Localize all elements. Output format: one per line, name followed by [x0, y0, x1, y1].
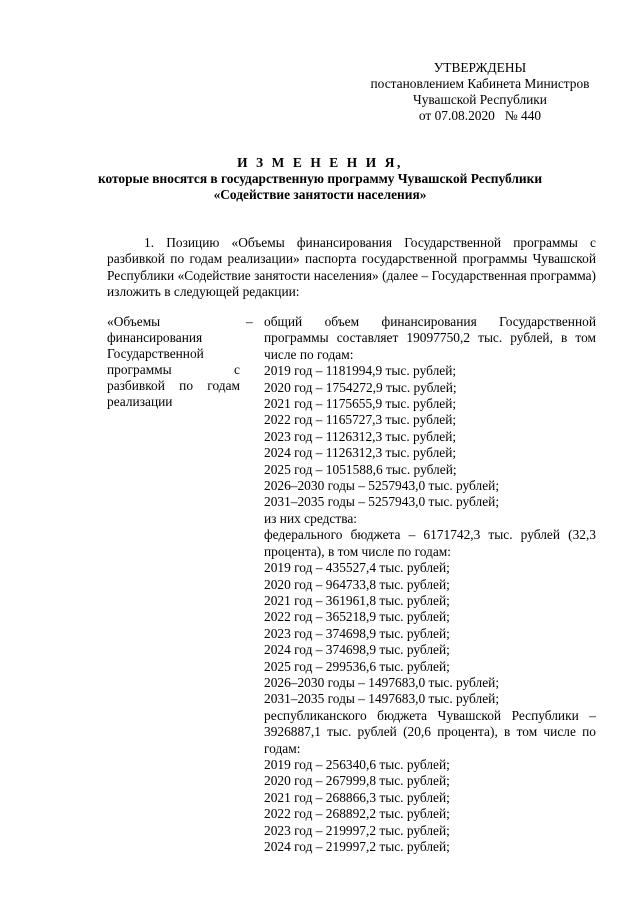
federal-year-row: 2023 год – 374698,9 тыс. рублей;	[264, 625, 450, 641]
total-year-row: 2021 год – 1175655,9 тыс. рублей;	[264, 396, 457, 412]
republic-year-row: 2023 год – 219997,2 тыс. рублей;	[264, 822, 450, 838]
document-title	[60, 155, 580, 203]
title-program-name: «Содействие занятости населения»	[213, 187, 427, 202]
total-financing: общий объем финансирования Государственной программы составляет 19097750,2 тыс. рублей, в том числе по годам:	[264, 314, 596, 362]
title-subject: которые вносятся в государственную программу Чувашской Республики	[97, 171, 543, 186]
approval-block	[360, 60, 600, 124]
total-year-row: 2020 год – 1754272,9 тыс. рублей;	[264, 379, 457, 395]
total-year-row: 2025 год – 1051588,6 тыс. рублей;	[264, 461, 457, 477]
federal-year-row: 2026–2030 годы – 1497683,0 тыс. рублей;	[264, 674, 500, 690]
republic-year-row: 2022 год – 268892,2 тыс. рублей;	[264, 806, 450, 822]
approval-status: УТВЕРЖДЕНЫ	[433, 60, 527, 75]
federal-year-row: 2025 год – 299536,6 тыс. рублей;	[264, 658, 450, 674]
intro-paragraph: 1. Позицию «Объемы финансирования Государственной программы с разбивкой по годам реализации» паспорта государственной программы Чувашской Республики «Содействие занятости населения» (далее – Государственная программа) изложить в следующей редакции:	[107, 235, 596, 300]
republic-budget: республиканского бюджета Чувашской Республики – 3926887,1 тыс. рублей (20,6 процента), в том числе по годам:	[264, 707, 596, 756]
federal-year-row: 2020 год – 964733,8 тыс. рублей;	[264, 576, 450, 592]
total-year-row: 2019 год – 1181994,9 тыс. рублей;	[264, 363, 457, 379]
republic-year-row: 2019 год – 256340,6 тыс. рублей;	[264, 756, 450, 772]
total-year-row: 2026–2030 годы – 5257943,0 тыс. рублей;	[264, 478, 500, 494]
republic-year-row: 2020 год – 267999,8 тыс. рублей;	[264, 773, 450, 789]
separator-dash: –	[246, 314, 253, 329]
federal-year-row: 2021 год – 361961,8 тыс. рублей;	[264, 592, 450, 608]
federal-year-row: 2024 год – 374698,9 тыс. рублей;	[264, 642, 450, 658]
republic-year-row: 2024 год – 219997,2 тыс. рублей;	[264, 839, 450, 854]
of-them-label: из них средства:	[264, 510, 358, 526]
financing-details	[264, 314, 596, 855]
total-year-row: 2023 год – 1126312,3 тыс. рублей;	[264, 428, 457, 444]
federal-year-row: 2022 год – 365218,9 тыс. рублей;	[264, 609, 450, 625]
title-heading: И З М Е Н Е Н И Я,	[237, 155, 403, 170]
total-year-row: 2024 год – 1126312,3 тыс. рублей;	[264, 445, 457, 461]
approval-authority: постановлением Кабинета Министров	[370, 76, 590, 91]
approval-republic: Чувашской Республики	[413, 92, 547, 107]
passport-position-label: «Объемы финансирования Государственной программы с разбивкой по годам реализации	[107, 314, 240, 409]
total-year-row: 2022 год – 1165727,3 тыс. рублей;	[264, 412, 457, 428]
federal-budget: федерального бюджета – 6171742,3 тыс. рублей (32,3 процента), в том числе по годам:	[264, 527, 596, 559]
federal-year-row: 2019 год – 435527,4 тыс. рублей;	[264, 560, 450, 576]
republic-year-row: 2021 год – 268866,3 тыс. рублей;	[264, 789, 450, 805]
approval-date-number: от 07.08.2020 № 440	[418, 108, 542, 123]
federal-year-row: 2031–2035 годы – 1497683,0 тыс. рублей;	[264, 691, 500, 707]
total-year-row: 2031–2035 годы – 5257943,0 тыс. рублей;	[264, 494, 500, 510]
